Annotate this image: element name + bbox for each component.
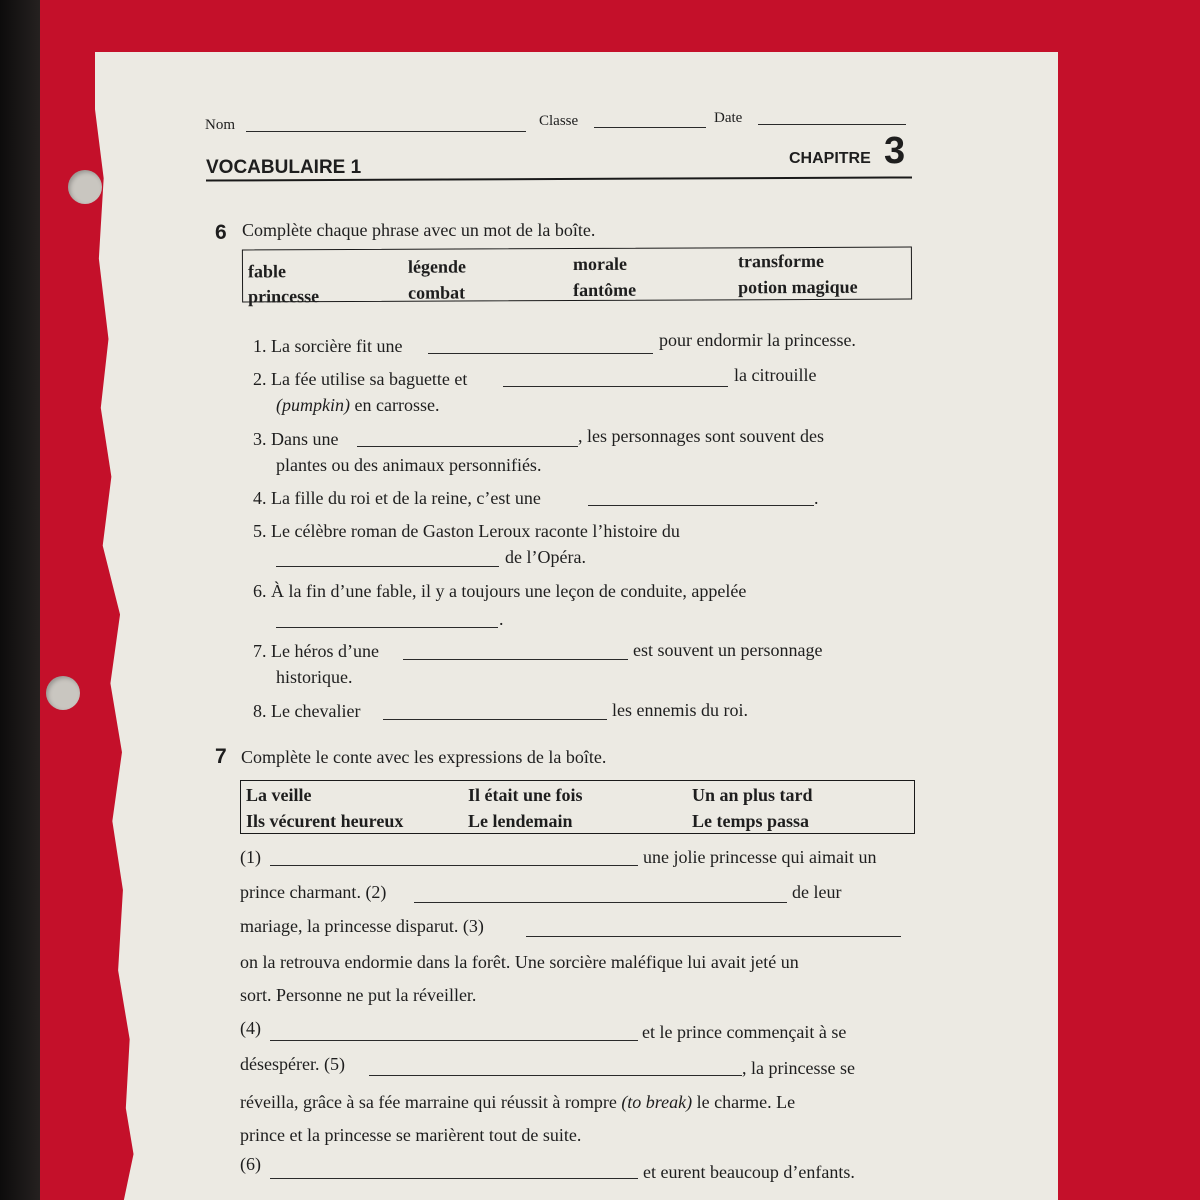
question-text: les ennemis du roi. — [612, 700, 748, 720]
answer-blank-4[interactable] — [588, 505, 814, 506]
question-text: Le chevalier — [271, 701, 361, 721]
question-2-line-2 — [276, 395, 439, 416]
story-blank-6[interactable] — [270, 1178, 638, 1179]
classe-field[interactable] — [594, 127, 706, 128]
answer-blank-6[interactable] — [276, 627, 498, 628]
binder-hole-top — [68, 170, 102, 204]
chapter-number: 3 — [884, 130, 906, 172]
story-blank-2[interactable] — [414, 902, 787, 903]
story-text: de leur — [792, 882, 842, 902]
question-text: , les personnages sont souvent des — [578, 426, 824, 446]
question-1 — [253, 336, 402, 357]
question-number: 4. — [253, 488, 267, 508]
word-box-item: fantôme — [573, 279, 637, 301]
question-7 — [253, 641, 379, 662]
question-text: est souvent un personnage — [633, 640, 823, 660]
word-box-item: Il était une fois — [468, 785, 583, 805]
answer-blank-2[interactable] — [503, 386, 728, 387]
binder-hole-middle — [46, 676, 80, 710]
question-text: Le célèbre roman de Gaston Leroux raconte l’histoire du — [271, 521, 680, 541]
story-text: , la princesse se — [742, 1058, 855, 1078]
answer-blank-8[interactable] — [383, 719, 607, 720]
word-box-6 — [242, 247, 912, 307]
question-number: 8. — [253, 701, 267, 721]
question-number: 3. — [253, 429, 267, 449]
exercise-6-number: 6 — [215, 221, 227, 244]
date-field[interactable] — [758, 124, 906, 125]
question-text: plantes ou des animaux personnifiés. — [276, 455, 542, 475]
story-blank-1[interactable] — [270, 865, 638, 866]
question-text: À la fin d’une fable, il y a toujours une leçon de conduite, appelée — [271, 581, 747, 601]
story-text: prince charmant. (2) — [240, 882, 387, 902]
question-6 — [253, 581, 746, 602]
word-box-item: combat — [408, 282, 466, 303]
word-box-item: transforme — [737, 250, 824, 272]
section-title: VOCABULAIRE 1 — [206, 157, 362, 178]
word-box-item: Ils vécurent heureux — [246, 811, 404, 831]
word-box-item: potion magique — [738, 276, 858, 298]
nom-label: Nom — [205, 117, 235, 133]
question-8 — [253, 701, 360, 722]
story-blank-label-1: (1) — [240, 847, 261, 867]
question-number: 7. — [253, 641, 267, 661]
story-text: mariage, la princesse disparut. (3) — [240, 916, 484, 936]
question-text: la citrouille — [734, 365, 817, 385]
question-number: 2. — [253, 369, 267, 389]
question-text: La sorcière fit une — [271, 336, 403, 356]
question-text: La fille du roi et de la reine, c’est une — [271, 488, 541, 508]
question-3 — [253, 429, 338, 450]
story-italic-gloss: (to break) — [621, 1092, 693, 1112]
word-box-item: princesse — [248, 286, 320, 307]
word-box-item: fable — [247, 261, 287, 282]
word-box-7 — [240, 780, 915, 834]
word-box-item: Le lendemain — [468, 811, 573, 831]
question-text: . — [499, 609, 504, 629]
question-text: de l’Opéra. — [505, 547, 586, 567]
story-text: prince et la princesse se marièrent tout de suite. — [240, 1125, 582, 1145]
chapter-label: CHAPITRE — [789, 150, 871, 167]
question-2 — [253, 369, 467, 390]
story-blank-label-6: (6) — [240, 1154, 261, 1174]
date-label: Date — [714, 110, 743, 126]
story-text: on la retrouva endormie dans la forêt. Une sorcière maléfique lui avait jeté un — [240, 952, 799, 972]
story-blank-5[interactable] — [369, 1075, 742, 1076]
classe-label: Classe — [539, 113, 579, 129]
story-text: sort. Personne ne put la réveiller. — [240, 985, 477, 1005]
exercise-7-instruction: Complète le conte avec les expressions de la boîte. — [241, 747, 607, 767]
story-blank-4[interactable] — [270, 1040, 638, 1041]
story-blank-label-4: (4) — [240, 1018, 261, 1038]
word-box-item: La veille — [246, 785, 312, 805]
exercise-7-number: 7 — [215, 745, 227, 768]
question-text: pour endormir la princesse. — [659, 330, 856, 350]
question-text: Dans une — [271, 429, 339, 449]
word-box-item: Le temps passa — [692, 811, 810, 831]
story-text: désespérer. (5) — [240, 1054, 345, 1074]
story-text: et eurent beaucoup d’enfants. — [643, 1162, 855, 1182]
question-5 — [253, 521, 680, 542]
question-number: 1. — [253, 336, 267, 356]
story-line-10 — [240, 1092, 795, 1113]
word-box-item: morale — [572, 253, 627, 275]
question-number: 6. — [253, 581, 267, 601]
word-box-item: Un an plus tard — [692, 785, 813, 805]
question-text: historique. — [276, 667, 353, 687]
nom-field[interactable] — [246, 131, 526, 132]
story-text: le charme. Le — [692, 1092, 796, 1112]
answer-blank-5[interactable] — [276, 566, 499, 567]
answer-blank-1[interactable] — [428, 353, 653, 354]
word-box-item: légende — [407, 256, 467, 277]
question-number: 5. — [253, 521, 267, 541]
story-blank-3[interactable] — [526, 936, 901, 937]
question-text: en carrosse. — [349, 395, 440, 415]
exercise-6-instruction: Complète chaque phrase avec un mot de la boîte. — [242, 220, 596, 240]
story-text: et le prince commençait à se — [642, 1022, 847, 1042]
question-text: . — [814, 488, 819, 508]
story-text: réveilla, grâce à sa fée marraine qui réussit à rompre — [240, 1092, 622, 1112]
question-4 — [253, 488, 541, 509]
question-text: Le héros d’une — [271, 641, 379, 661]
answer-blank-3[interactable] — [357, 446, 578, 447]
story-text: une jolie princesse qui aimait un — [643, 847, 877, 867]
question-text: La fée utilise sa baguette et — [271, 369, 468, 389]
answer-blank-7[interactable] — [403, 659, 628, 660]
question-italic-gloss: (pumpkin) — [276, 395, 350, 415]
